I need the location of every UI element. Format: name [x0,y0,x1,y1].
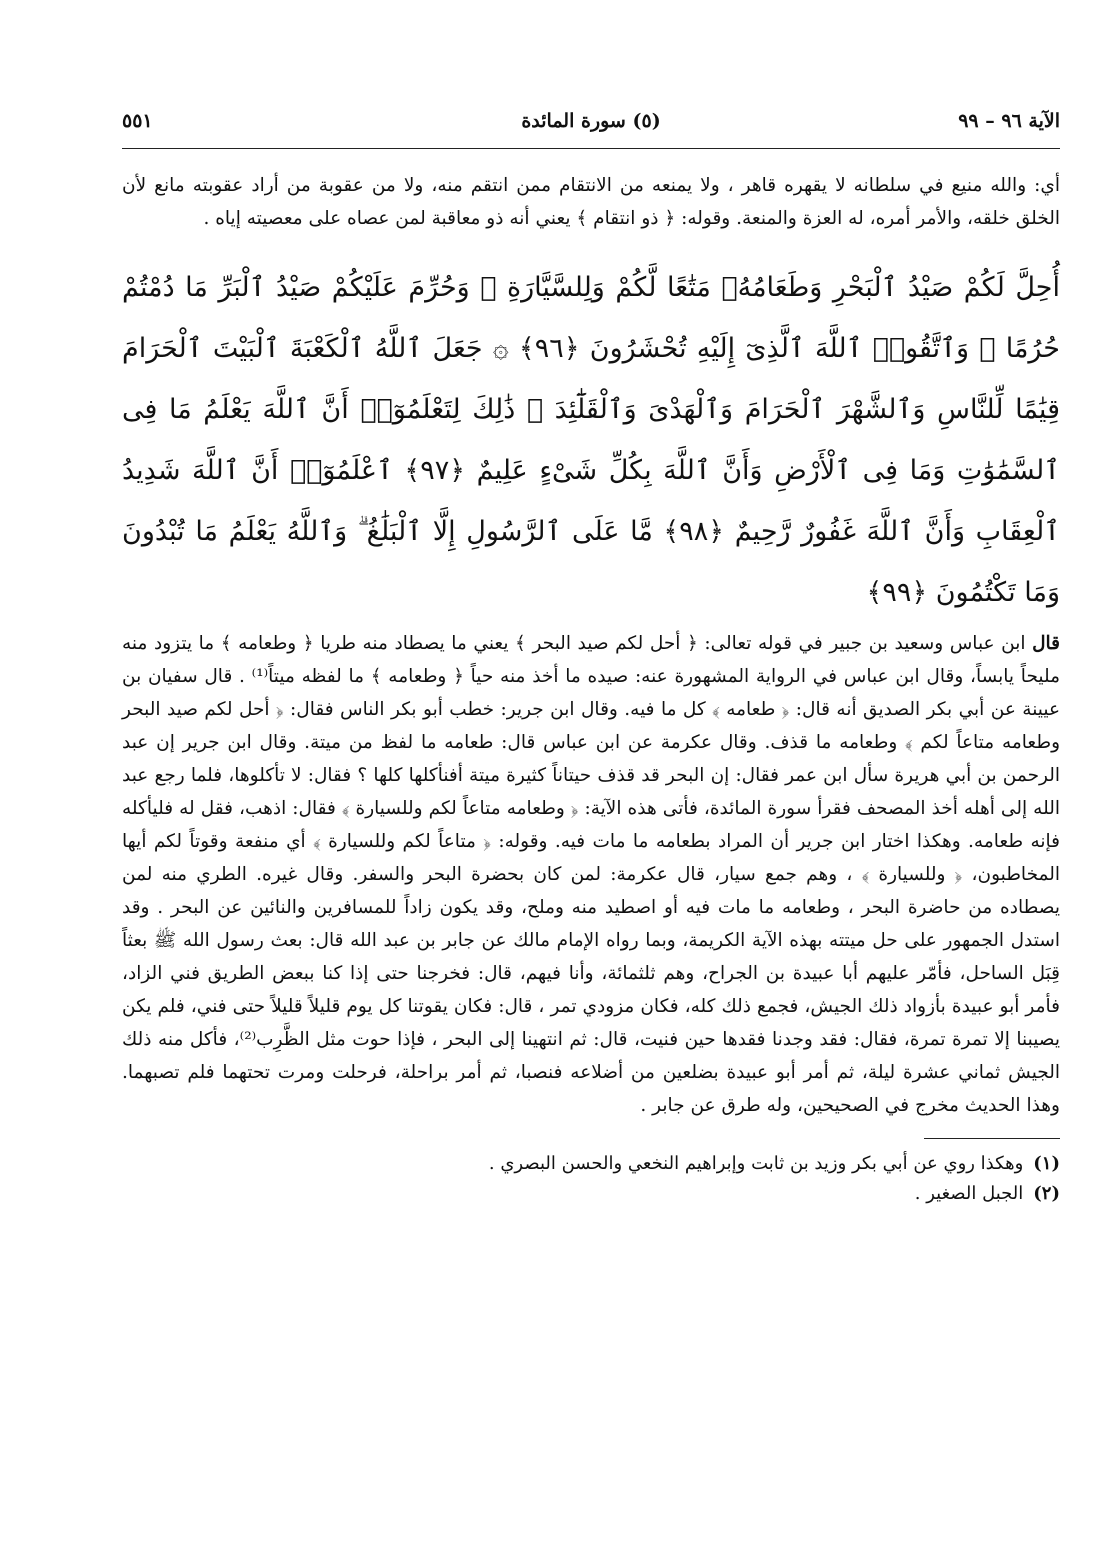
tafsir-paragraph [122,627,1060,1122]
intro-paragraph: أي: والله منيع في سلطانه لا يقهره قاهر ، ولا يمنعه من الانتقام ممن انتقم منه، ولا من عقوبة من أراد عقوبته مانع لأن الخلق خلقه، والأمر أمره، له العزة والمنعة. وقوله: ﴿ ذو انتقام ﴾ يعني أنه ذو معاقبة لمن عصاه على معصيته إياه . [122,175,1060,229]
footnote-2 [122,1179,1060,1209]
footnote-1 [122,1149,1060,1179]
footnote-text: الجبل الصغير . [914,1183,1024,1204]
surah-title: (٥) سورة المائدة [521,110,661,132]
footnote-number: (١) [1033,1153,1060,1174]
footnote-number: (٢) [1033,1183,1060,1204]
page [122,104,1060,1209]
page-header [122,104,1060,140]
footnote-rule [924,1138,1060,1139]
footnote-text: وهكذا روي عن أبي بكر وزيد بن ثابت وإبراهيم النخعي والحسن البصري . [488,1153,1024,1174]
header-rule [122,148,1060,149]
verse-range: الآية ٩٦ – ٩٩ [958,110,1060,132]
page-number: ٥٥١ [122,110,153,132]
tafsir-body: ابن عباس وسعيد بن جبير في قوله تعالى: ﴿ أحل لكم صيد البحر ﴾ يعني ما يصطاد منه طريا ﴿ وطعامه ﴾ ما يتزود منه مليحاً يابساً، وقال ابن عباس في الرواية المشهورة عنه: صيده ما أخذ منه حياً ﴿ وطعامه ﴾ ما لفظه ميتاً⁽¹⁾ . قال سفيان بن عيينة عن أبي بكر الصديق أنه قال: ﴿ طعامه ﴾ كل ما فيه. وقال ابن جرير: خطب أبو بكر الناس فقال: ﴿ أحل لكم صيد البحر وطعامه متاعاً لكم ﴾ وطعامه ما قذف. وقال عكرمة عن ابن عباس قال: طعامه ما لفظ من ميتة. وقال ابن جرير إن عبد الرحمن بن أبي هريرة سأل ابن عمر فقال: إن البحر قد قذف حيتاناً كثيرة ميتة أفنأكلها كلها ؟ فقال: لا تأكلوها، فلما رجع عبد الله إلى أهله أخذ المصحف فقرأ سورة المائدة، فأتى هذه الآية: ﴿ وطعامه متاعاً لكم وللسيارة ﴾ فقال: اذهب، فقل له فليأكله فإنه طعامه. وهكذا اختار ابن جرير أن المراد بطعامه ما مات فيه. وقوله: ﴿ متاعاً لكم وللسيارة ﴾ أي منفعة وقوتاً لكم أيها المخاطبون، ﴿ وللسيارة ﴾ ، وهم جمع سيار، قال عكرمة: لمن كان بحضرة البحر والسفر. وقال غيره. الطري منه لمن يصطاده من حاضرة البحر ، وطعامه ما مات فيه أو اصطيد منه وملح، وقد يكون زاداً للمسافرين والنائين عن البحر . وقد استدل الجمهور على حل ميتته بهذه الآية الكريمة، وبما رواه الإمام مالك عن جابر بن عبد الله قال: بعث رسول الله ﷺ بعثاً قِبَل الساحل، فأمّر عليهم أبا عبيدة بن الجراح، وهم ثلثمائة، وأنا فيهم، قال: فخرجنا حتى إذا كنا ببعض الطريق فني الزاد، فأمر أبو عبيدة بأزواد ذلك الجيش، فجمع ذلك كله، فكان مزودي تمر ، قال: فكان يقوتنا كل يوم قليلاً قليلاً حتى فني، فلم يكن يصيبنا إلا تمرة تمرة، فقال: فقد وجدنا فقدها حين فنيت، قال: ثم انتهينا إلى البحر ، فإذا حوت مثل الظَّرِب⁽²⁾، فأكل منه ذلك الجيش ثماني عشرة ليلة، ثم أمر أبو عبيدة بضلعين من أضلاعه فنصبا، ثم أمر براحلة، فرحلت ومرت تحتهما فلم تصبهما. وهذا الحديث مخرج في الصحيحين، وله طرق عن جابر . [122,633,1060,1116]
tafsir-lead: قال [1032,633,1060,654]
quran-verses: أُحِلَّ لَكُمْ صَيْدُ ٱلْبَحْرِ وَطَعَامُهُۥ مَتَٰعًا لَّكُمْ وَلِلسَّيَّارَةِ ۖ وَحُرِّمَ عَلَيْكُمْ صَيْدُ ٱلْبَرِّ مَا دُمْتُمْ حُرُمًا ۗ وَٱتَّقُوا۟ ٱللَّهَ ٱلَّذِىٓ إِلَيْهِ تُحْشَرُونَ ﴿٩٦﴾ ۞ جَعَلَ ٱللَّهُ ٱلْكَعْبَةَ ٱلْبَيْتَ ٱلْحَرَامَ قِيَٰمًا لِّلنَّاسِ وَٱلشَّهْرَ ٱلْحَرَامَ وَٱلْهَدْىَ وَٱلْقَلَٰٓئِدَ ۚ ذَٰلِكَ لِتَعْلَمُوٓا۟ أَنَّ ٱللَّهَ يَعْلَمُ مَا فِى ٱلسَّمَٰوَٰتِ وَمَا فِى ٱلْأَرْضِ وَأَنَّ ٱللَّهَ بِكُلِّ شَىْءٍ عَلِيمٌ ﴿٩٧﴾ ٱعْلَمُوٓا۟ أَنَّ ٱللَّهَ شَدِيدُ ٱلْعِقَابِ وَأَنَّ ٱللَّهَ غَفُورٌ رَّحِيمٌ ﴿٩٨﴾ مَّا عَلَى ٱلرَّسُولِ إِلَّا ٱلْبَلَٰغُ ۗ وَٱللَّهُ يَعْلَمُ مَا تُبْدُونَ وَمَا تَكْتُمُونَ ﴿٩٩﴾ [122,272,1060,608]
